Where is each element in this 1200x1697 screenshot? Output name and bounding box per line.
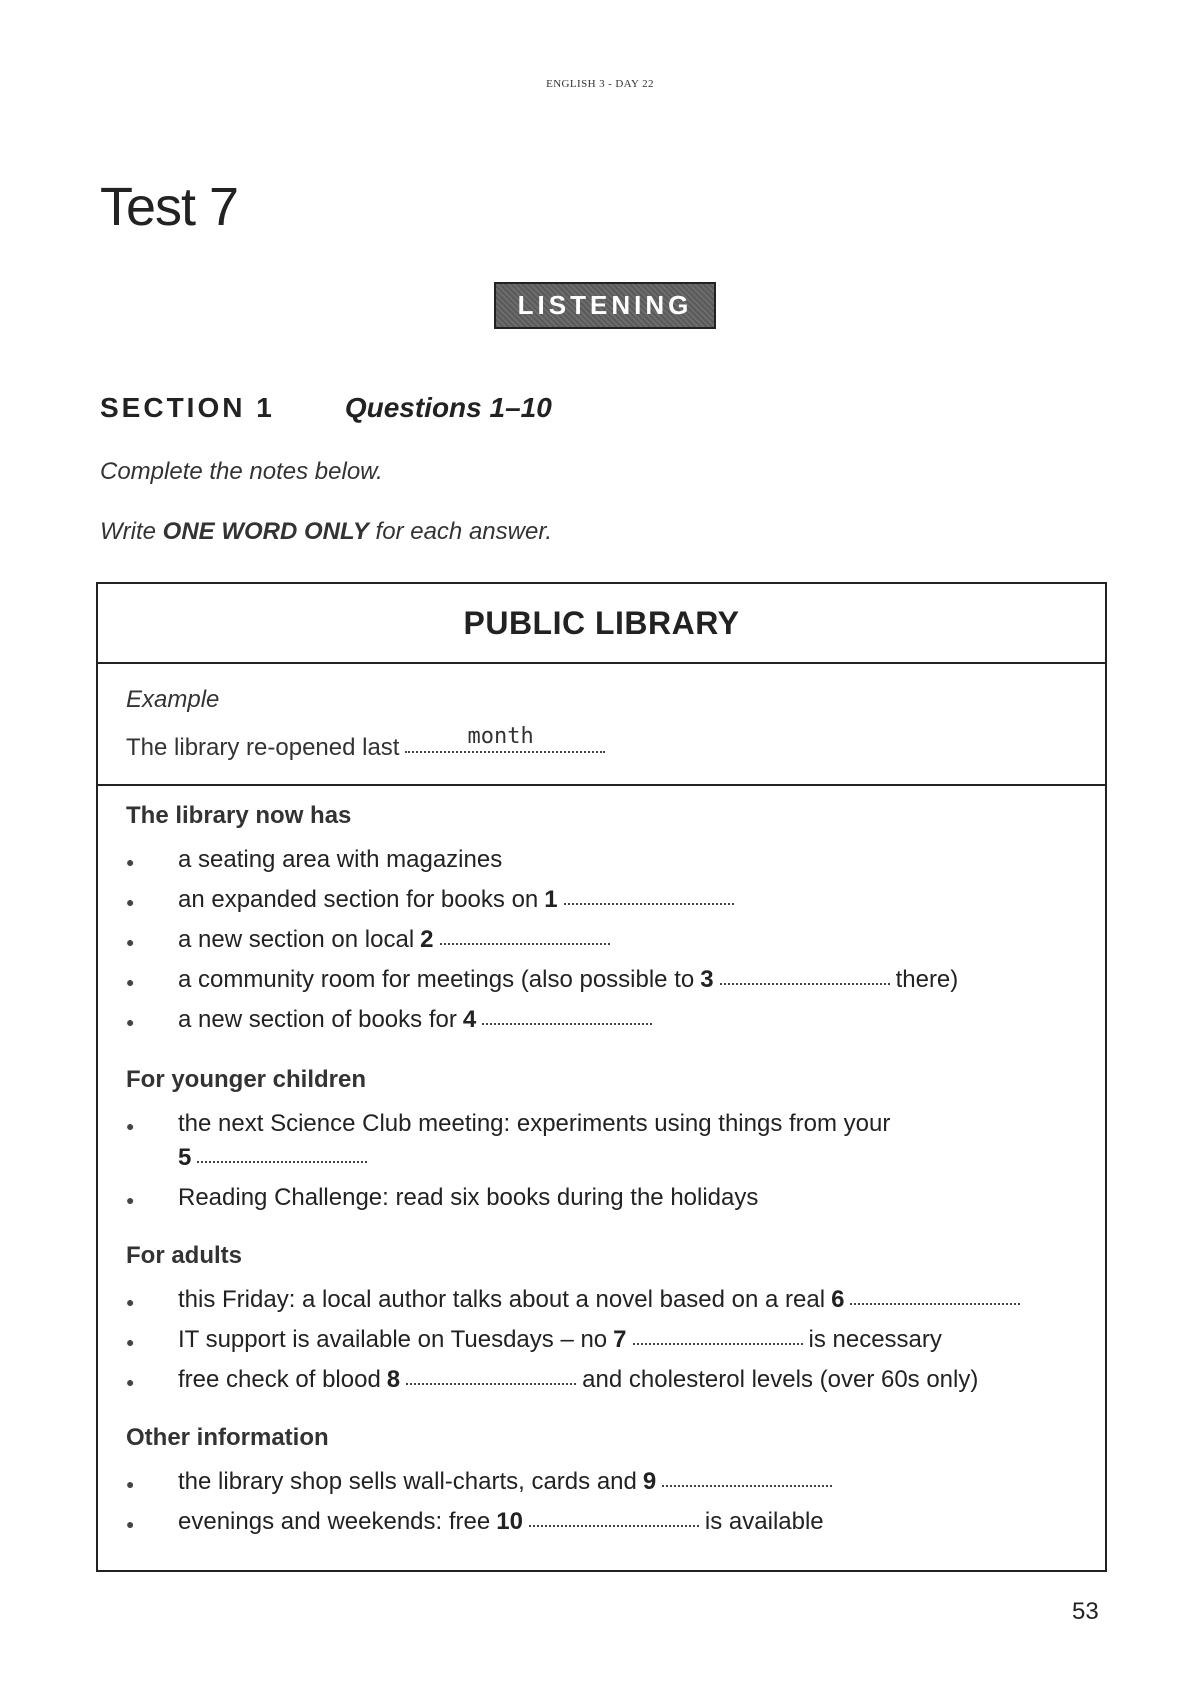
example-sentence: The library re-opened last month bbox=[126, 734, 605, 762]
instruction-word-limit: Write ONE WORD ONLY for each answer. bbox=[100, 518, 553, 545]
section-label: SECTION 1 bbox=[100, 392, 275, 423]
bullet-icon: ● bbox=[126, 1516, 135, 1532]
group-heading-younger-children: For younger children bbox=[126, 1066, 367, 1093]
answer-blank-6[interactable] bbox=[850, 1299, 1020, 1305]
question-number: 7 bbox=[613, 1326, 627, 1353]
bullet-icon: ● bbox=[126, 1014, 135, 1030]
list-item: ● a new section on local 2 bbox=[126, 926, 610, 954]
answer-blank-2[interactable] bbox=[440, 939, 610, 945]
answer-blank-9[interactable] bbox=[662, 1481, 832, 1487]
list-item: ● IT support is available on Tuesdays – no 7 is necessary bbox=[126, 1326, 942, 1353]
question-number: 6 bbox=[831, 1286, 845, 1313]
bullet-icon: ● bbox=[126, 1374, 135, 1390]
list-item: ● an expanded section for books on 1 bbox=[126, 886, 734, 914]
bullet-icon: ● bbox=[126, 974, 135, 990]
list-item: ● a new section of books for 4 bbox=[126, 1006, 652, 1034]
bullet-icon: ● bbox=[126, 1294, 135, 1310]
notes-title: PUBLIC LIBRARY bbox=[463, 604, 740, 641]
page-header: ENGLISH 3 - DAY 22 bbox=[546, 78, 654, 90]
list-item: ● the library shop sells wall-charts, cards and 9 bbox=[126, 1468, 832, 1496]
section-heading bbox=[100, 392, 552, 424]
question-number: 5 bbox=[178, 1144, 192, 1171]
question-number: 10 bbox=[496, 1508, 523, 1535]
group-heading-other-information: Other information bbox=[126, 1424, 329, 1451]
answer-blank-7[interactable] bbox=[633, 1339, 803, 1345]
list-item: ● a seating area with magazines bbox=[126, 846, 503, 873]
bullet-icon: ● bbox=[126, 894, 135, 910]
bullet-icon: ● bbox=[126, 854, 135, 870]
list-item: ● a community room for meetings (also possible to 3 there) bbox=[126, 966, 959, 993]
listening-badge bbox=[494, 282, 716, 329]
list-item: ● the next Science Club meeting: experiments using things from your bbox=[126, 1110, 891, 1137]
question-number: 2 bbox=[420, 926, 434, 953]
answer-blank-3[interactable] bbox=[720, 979, 890, 985]
listening-badge-label: LISTENING bbox=[517, 290, 693, 320]
list-item: ● Reading Challenge: read six books during the holidays bbox=[126, 1184, 759, 1211]
example-panel bbox=[98, 664, 1105, 786]
question-number: 9 bbox=[642, 1468, 657, 1495]
list-item-continuation bbox=[178, 1144, 367, 1172]
group-heading-adults: For adults bbox=[126, 1242, 243, 1269]
question-number: 1 bbox=[544, 886, 558, 913]
bullet-icon: ● bbox=[126, 1118, 135, 1134]
notes-title-bar bbox=[98, 584, 1105, 664]
bullet-icon: ● bbox=[126, 1334, 135, 1350]
answer-blank-10[interactable] bbox=[529, 1521, 699, 1527]
test-title: Test 7 bbox=[100, 177, 239, 237]
notes-box bbox=[96, 582, 1107, 1572]
answer-blank-5[interactable] bbox=[197, 1157, 367, 1163]
answer-blank-1[interactable] bbox=[564, 899, 734, 905]
word-limit-emphasis: ONE WORD ONLY bbox=[162, 518, 369, 545]
example-label: Example bbox=[126, 686, 220, 713]
example-answer-blank bbox=[405, 724, 605, 753]
list-item: ● evenings and weekends: free 10 is available bbox=[126, 1508, 824, 1535]
answer-blank-8[interactable] bbox=[406, 1379, 576, 1385]
answer-blank-4[interactable] bbox=[482, 1019, 652, 1025]
list-item: ● this Friday: a local author talks about a novel based on a real 6 bbox=[126, 1286, 1020, 1314]
bullet-icon: ● bbox=[126, 934, 135, 950]
question-number: 8 bbox=[386, 1366, 401, 1393]
instruction-complete-notes: Complete the notes below. bbox=[100, 458, 383, 485]
question-number: 4 bbox=[462, 1006, 477, 1033]
bullet-icon: ● bbox=[126, 1476, 135, 1492]
example-answer: month bbox=[467, 724, 534, 749]
list-item: ● free check of blood 8 and cholesterol levels (over 60s only) bbox=[126, 1366, 979, 1393]
group-heading-library-now-has: The library now has bbox=[126, 802, 352, 829]
page-number: 53 bbox=[1072, 1598, 1099, 1625]
question-number: 3 bbox=[700, 966, 714, 993]
bullet-icon: ● bbox=[126, 1192, 135, 1208]
questions-range: Questions 1–10 bbox=[344, 392, 552, 423]
